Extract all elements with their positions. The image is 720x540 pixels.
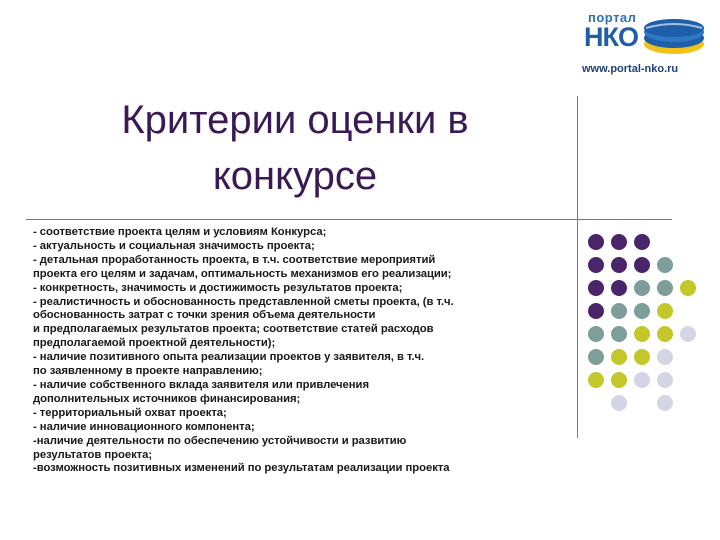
decorative-dot [634, 303, 650, 319]
decorative-dot [657, 303, 673, 319]
logo-url: www.portal-nko.ru [582, 63, 679, 75]
decorative-dot [680, 326, 696, 342]
decorative-dot [588, 372, 604, 388]
logo-coin-stack-icon [642, 16, 706, 56]
decorative-dot [611, 395, 627, 411]
decorative-dot [634, 326, 650, 342]
criteria-item: -наличие деятельности по обеспечению устойчивости и развитию результатов проекта; [33, 434, 407, 461]
decorative-dot [634, 372, 650, 388]
decorative-dot [588, 349, 604, 365]
decorative-dot [634, 280, 650, 296]
decorative-dot [657, 280, 673, 296]
criteria-item: - наличие позитивного опыта реализации проектов у заявителя, в т.ч. по заявленному в проекте направлению; [33, 351, 425, 378]
decorative-dot [611, 280, 627, 296]
decorative-dot [634, 349, 650, 365]
decorative-dot-grid [586, 232, 706, 412]
criteria-item: -возможность позитивных изменений по результатам реализации проекта [33, 462, 450, 475]
title-line-2: конкурсе [212, 154, 378, 198]
criteria-item: - актуальность и социальная значимость проекта; [33, 239, 315, 252]
criteria-item: - наличие собственного вклада заявителя или привлечения дополнительных источников финансирования; [33, 378, 369, 405]
decorative-dot [588, 303, 604, 319]
decorative-dot [611, 349, 627, 365]
logo-portal-text: портал [588, 10, 637, 25]
decorative-dot [634, 234, 650, 250]
decorative-dot [611, 234, 627, 250]
decorative-dot [657, 372, 673, 388]
decorative-dot [657, 326, 673, 342]
decorative-dot [588, 326, 604, 342]
title-line-1: Критерии оценки в [121, 98, 469, 142]
decorative-dot [588, 234, 604, 250]
decorative-dot [611, 257, 627, 273]
criteria-item: - конкретность, значимость и достижимость результатов проекта; [33, 281, 403, 294]
criteria-item: - территориальный охват проекта; [33, 406, 227, 419]
criteria-item: - соответствие проекта целям и условиям Конкурса; [33, 226, 327, 238]
criteria-item: - детальная проработанность проекта, в т.ч. соответствие мероприятий проекта его целям и задачам, оптимальность механизмов его реализации; [33, 253, 452, 280]
decorative-dot [611, 326, 627, 342]
portal-nko-logo [570, 8, 710, 80]
decorative-dot [657, 257, 673, 273]
decorative-dot [611, 372, 627, 388]
slide-title [40, 92, 550, 204]
criteria-list [33, 226, 578, 476]
decorative-dot [657, 395, 673, 411]
decorative-dot [680, 280, 696, 296]
decorative-dot [657, 349, 673, 365]
logo-nko-text: НКО [584, 22, 638, 52]
criteria-item: - наличие инновационного компонента; [33, 420, 255, 433]
decorative-dot [588, 280, 604, 296]
criteria-item: - реалистичность и обоснованность представленной сметы проекта, (в т.ч. обоснованность затрат с точки зрения объема деятельности и предполагаемых результатов проекта; соответствие статей расходов предполагаемой проектной деятельности); [33, 295, 454, 350]
decorative-dot [634, 257, 650, 273]
decorative-dot [588, 257, 604, 273]
decorative-dot [611, 303, 627, 319]
horizontal-divider [26, 219, 672, 220]
